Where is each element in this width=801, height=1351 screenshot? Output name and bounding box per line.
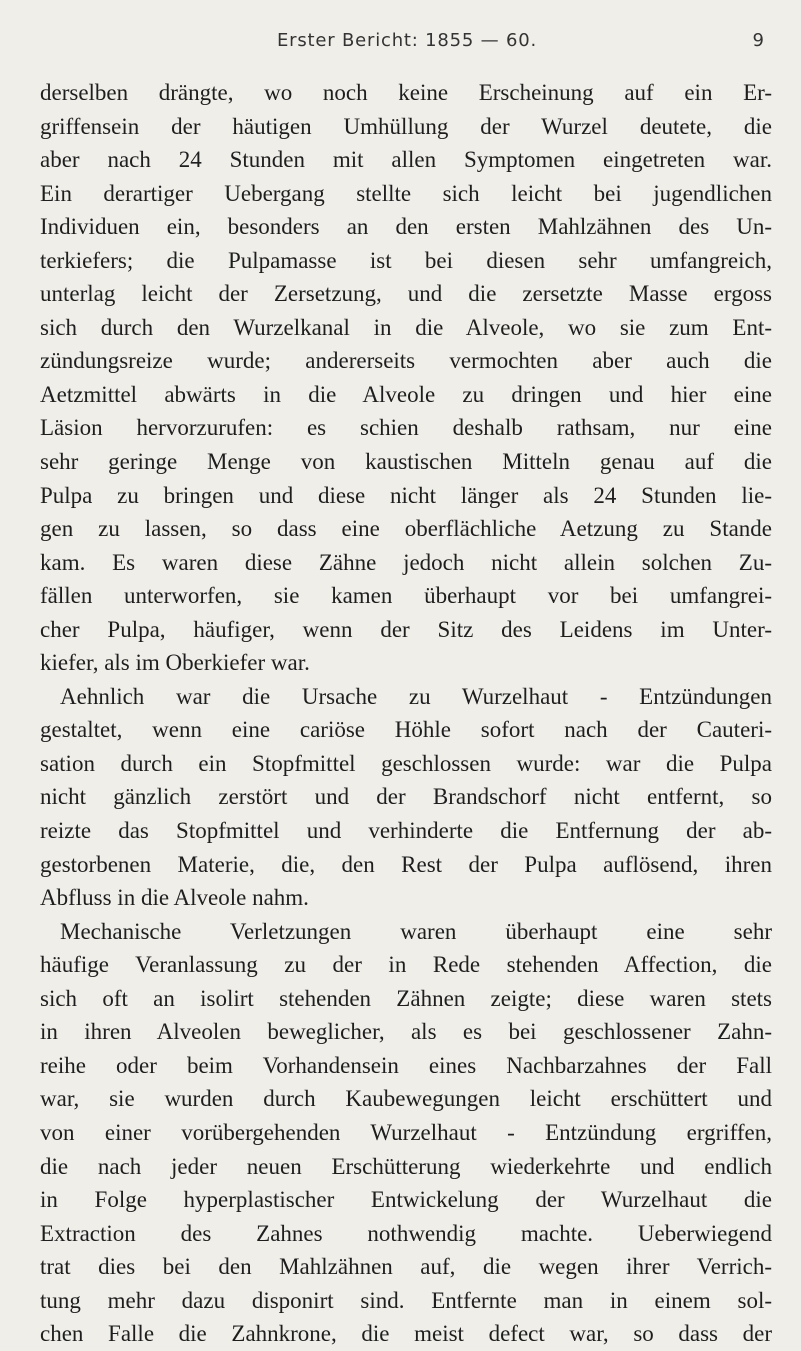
text-line: nicht gänzlich zerstört und der Brandschorf nicht entfernt, so bbox=[40, 784, 772, 810]
text-line: tung mehr dazu disponirt sind. Entfernte man in einem sol- bbox=[40, 1287, 772, 1313]
text-line: war, sie wurden durch Kaubewegungen leicht erschüttert und bbox=[40, 1086, 772, 1112]
text-line: kiefer, als im Oberkiefer war. bbox=[40, 650, 310, 676]
text-line: trat dies bei den Mahlzähnen auf, die wegen ihrer Verrich- bbox=[40, 1254, 772, 1280]
text-line: sehr geringe Menge von kaustischen Mitteln genau auf die bbox=[40, 449, 772, 475]
text-line: griffensein der häutigen Umhüllung der Wurzel deutete, die bbox=[40, 113, 772, 139]
paragraph bbox=[40, 915, 772, 1351]
text-line: Pulpa zu bringen und diese nicht länger als 24 Stunden lie- bbox=[40, 482, 772, 508]
page-number: 9 bbox=[752, 30, 764, 51]
body-text bbox=[40, 76, 772, 1351]
text-line: sation durch ein Stopfmittel geschlossen wurde: war die Pulpa bbox=[40, 750, 772, 776]
text-line: terkiefers; die Pulpamasse ist bei diesen sehr umfangreich, bbox=[40, 247, 772, 273]
text-line: Aetzmittel abwärts in die Alveole zu dringen und hier eine bbox=[40, 381, 772, 407]
running-title: Erster Bericht: 1855 — 60. bbox=[276, 30, 538, 51]
paragraph bbox=[40, 76, 772, 680]
text-line: unterlag leicht der Zersetzung, und die zersetzte Masse ergoss bbox=[40, 281, 772, 307]
text-line: cher Pulpa, häufiger, wenn der Sitz des Leidens im Unter- bbox=[40, 616, 772, 642]
text-line: Extraction des Zahnes nothwendig machte. Ueberwiegend bbox=[40, 1220, 772, 1246]
text-line: aber nach 24 Stunden mit allen Symptomen eingetreten war. bbox=[40, 147, 772, 173]
text-line: Ein derartiger Uebergang stellte sich leicht bei jugendlichen bbox=[40, 180, 772, 206]
text-line: gestorbenen Materie, die, den Rest der Pulpa auflösend, ihren bbox=[40, 851, 772, 877]
text-line: Läsion hervorzurufen: es schien deshalb rathsam, nur eine bbox=[40, 415, 772, 441]
text-line: chen Falle die Zahnkrone, die meist defect war, so dass der bbox=[40, 1321, 772, 1347]
text-line: die nach jeder neuen Erschütterung wiederkehrte und endlich bbox=[40, 1153, 772, 1179]
page-header bbox=[50, 30, 764, 60]
text-line: derselben drängte, wo noch keine Erscheinung auf ein Er- bbox=[40, 80, 772, 105]
text-line: fällen unterworfen, sie kamen überhaupt vor bei umfangrei- bbox=[40, 583, 772, 609]
text-line: von einer vorübergehenden Wurzelhaut - Entzündung ergriffen, bbox=[40, 1119, 772, 1145]
text-line: Aehnlich war die Ursache zu Wurzelhaut - Entzündungen bbox=[60, 683, 772, 709]
text-line: gestaltet, wenn eine cariöse Höhle sofort nach der Cauteri- bbox=[40, 717, 772, 743]
text-line: reizte das Stopfmittel und verhinderte die Entfernung der ab- bbox=[40, 818, 772, 844]
text-line: häufige Veranlassung zu der in Rede stehenden Affection, die bbox=[40, 952, 772, 978]
text-line: reihe oder beim Vorhandensein eines Nachbarzahnes der Fall bbox=[40, 1052, 772, 1078]
text-line: in Folge hyperplastischer Entwickelung der Wurzelhaut die bbox=[40, 1187, 772, 1213]
paragraph bbox=[40, 680, 772, 915]
text-line: sich oft an isolirt stehenden Zähnen zeigte; diese waren stets bbox=[40, 985, 772, 1011]
text-line: zündungsreize wurde; andererseits vermochten aber auch die bbox=[40, 348, 772, 374]
text-line: in ihren Alveolen beweglicher, als es bei geschlossener Zahn- bbox=[40, 1019, 772, 1045]
text-line: kam. Es waren diese Zähne jedoch nicht allein solchen Zu- bbox=[40, 549, 772, 575]
text-line: Individuen ein, besonders an den ersten Mahlzähnen des Un- bbox=[40, 214, 772, 240]
text-line: Abfluss in die Alveole nahm. bbox=[40, 885, 309, 911]
text-line: Mechanische Verletzungen waren überhaupt eine sehr bbox=[60, 918, 772, 944]
text-line: gen zu lassen, so dass eine oberflächliche Aetzung zu Stande bbox=[40, 516, 772, 542]
text-line: sich durch den Wurzelkanal in die Alveole, wo sie zum Ent- bbox=[40, 314, 772, 340]
